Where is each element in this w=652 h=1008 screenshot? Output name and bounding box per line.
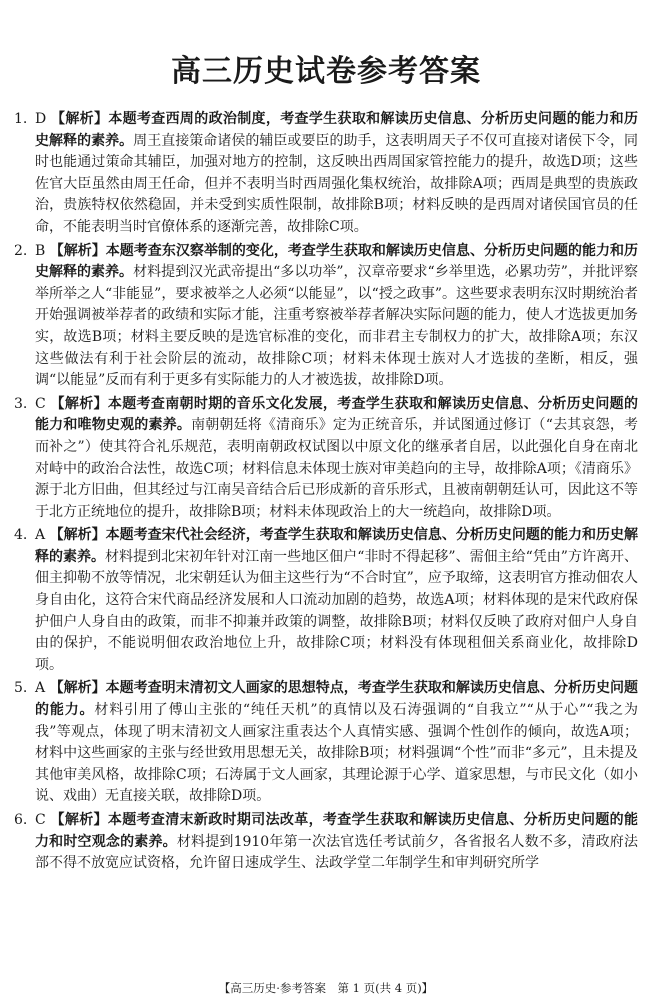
item-answer: D <box>35 111 47 127</box>
item-analysis-body: 材料提到北宋初年针对江南一些地区佃户“非时不得起移”、需佃主给“凭由”方许离开、佃主抑勒不放等情况，北宋朝廷认为佃主这些行为“不合时宜”，应予取缔，这表明官方推动佃农人身自由化，这符合宋代商品经济发展和人口流动加剧的趋势，故选A项；材料体现的是宋代政府保护佃户人身自由的政策，而非不抑兼并政策的调整，故排除B项；材料仅反映了政府对佃户人身自由的保护，不能说明佃农政治地位上升，故排除C项；材料没有体现租佃关系商业化，故排除D项。 <box>35 548 638 673</box>
item-number: 2. <box>14 242 28 259</box>
item-analysis-lead: 【解析】本题考查明末清初文人画家的思想特点，考查学生获取和解读历史信息、分析历史问题的能力。 <box>35 680 639 719</box>
answer-list <box>14 109 638 875</box>
item-analysis-lead: 【解析】本题考查东汉察举制的变化，考查学生获取和解读历史信息、分析历史问题的能力和历史解释的素养。 <box>35 242 639 281</box>
item-analysis-lead: 【解析】本题考查南朝时期的音乐文化发展，考查学生获取和解读历史信息、分析历史问题的能力和唯物史观的素养。 <box>35 395 639 434</box>
answer-item-6 <box>14 810 638 875</box>
item-number: 6. <box>14 812 28 828</box>
item-analysis-body: 周王直接策命诸侯的辅臣或要臣的助手，这表明周天子不仅可直接对诸侯下令，同时也能通过策命其辅臣，加强对地方的控制，这反映出西周国家管控能力的提升，故选D项；这些佐官大臣虽然由周王任命，但并不表明当时西周强化集权统治，故排除A项；西周是典型的贵族政治，贵族特权依然稳固，并未受到实质性限制，故排除B项；材料反映的是西周对诸侯国官员的任命，不能表明当时官僚体系的逐渐完善，故排除C项。 <box>35 132 639 235</box>
answer-item-1 <box>14 109 638 239</box>
answer-item-3 <box>14 394 638 524</box>
page-footer: 【高三历史·参考答案 第 1 页(共 4 页)】 <box>218 981 434 995</box>
answer-item-4 <box>14 525 638 676</box>
item-answer: C <box>35 812 46 828</box>
item-number: 1. <box>14 111 28 127</box>
item-answer: A <box>35 527 46 544</box>
item-analysis-lead: 【解析】本题考查清末新政时期司法改革，考查学生获取和解读历史信息、分析历史问题的能力和时空观念的素养。 <box>35 812 639 850</box>
item-number: 4. <box>14 527 28 544</box>
item-answer: A <box>35 680 46 697</box>
item-number: 3. <box>14 395 28 412</box>
item-analysis-lead: 【解析】本题考查宋代社会经济，考查学生获取和解读历史信息、分析历史问题的能力和历史解释的素养。 <box>35 527 639 565</box>
item-analysis-lead: 【解析】本题考查西周的政治制度，考查学生获取和解读历史信息、分析历史问题的能力和历史解释的素养。 <box>35 111 639 149</box>
item-answer: B <box>35 242 46 259</box>
item-analysis-body: 材料提到汉光武帝提出“多以功举”，汉章帝要求“乡举里选，必累功劳”，并批评察举所举之人“非能显”，要求被举之人必须“以能显”，以“授之政事”。这些要求表明东汉时期统治者开始强调被举荐者的政绩和实际才能，注重考察被举荐者解决实际问题的能力，使人才选拔更加务实，故选B项；材料主要反映的是选官标准的变化，而非君主专制权力的扩大，故排除A项；东汉这些做法有利于社会阶层的流动，故排除C项；材料未体现士族对人才选拔的垄断，相反，强调“以能显”反而有利于更多有实际能力的人才被选拔，故排除D项。 <box>35 264 638 389</box>
item-analysis-body: 材料引用了傅山主张的“纯任天机”的真情以及石涛强调的“自我立”“从于心”“我之为我”等观点，体现了明末清初文人画家注重表达个人真情实感、强调个性创作的倾向，故选A项；材料中这些画家的主张与经世致用思想无关，故排除B项；材料强调“个性”而非“多元”，且未提及其他审美风格，故排除C项；石涛属于文人画家，其理论源于心学、道家思想，与市民文化（如小说、戏曲）无直接关联，故排除D项。 <box>35 702 638 805</box>
answer-item-5 <box>14 678 638 808</box>
page-title: 高三历史试卷参考答案 <box>171 54 481 89</box>
item-number: 5. <box>14 680 28 697</box>
answer-item-2 <box>14 241 638 392</box>
item-answer: C <box>35 395 46 412</box>
item-analysis-body: 南朝朝廷将《清商乐》定为正统音乐，并试图通过修订（“去其哀怨，考而补之”）使其符合礼乐规范，表明南朝政权试图以中原文化的继承者自居，以此强化自身在南北对峙中的政治合法性，故选C项；材料信息未体现士族对审美趋向的主导，故排除A项；《清商乐》源于北方旧曲，但其经过与江南吴音结合后已形成新的音乐形式，且被南朝朝廷认可，因此这不等于北方正统地位的提升，故排除B项；材料未体现政治上的大一统趋向，故排除D项。 <box>35 417 639 520</box>
item-analysis-body: 材料提到1910年第一次法官选任考试前夕，各省报名人数不多，清政府法部不得不放宽应试资格，允许留日速成学生、法政学堂二年制学生和审判研究所学 <box>35 833 638 872</box>
